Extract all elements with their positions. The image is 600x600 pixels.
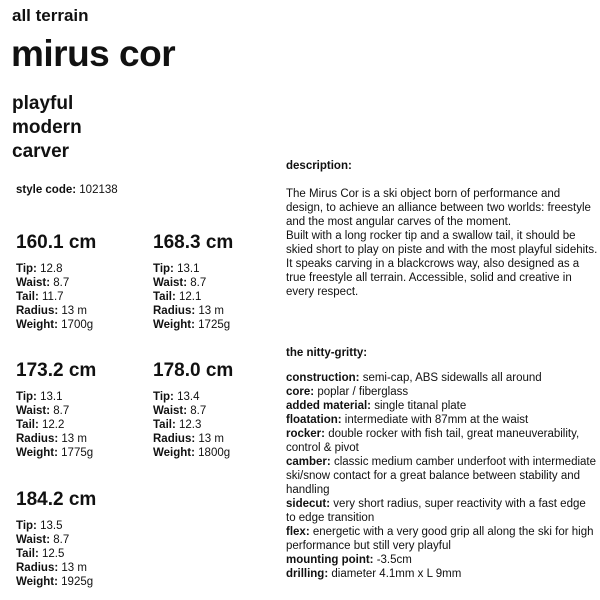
tip-label: Tip:: [16, 263, 37, 275]
spec-value: intermediate with 87mm at the waist: [344, 414, 529, 426]
spec-label: added material:: [286, 400, 371, 412]
waist-label: Waist:: [16, 405, 51, 417]
tip-row: [153, 262, 283, 276]
waist-value: 8.7: [190, 405, 207, 417]
size-block: [16, 489, 146, 589]
model-title: mirus cor: [11, 33, 176, 74]
tip-label: Tip:: [16, 391, 37, 403]
spec-label: drilling:: [286, 568, 329, 580]
tip-row: [16, 390, 146, 404]
tail-row: [16, 290, 146, 304]
spec-added-material: [286, 399, 598, 413]
spec-drilling: [286, 567, 598, 581]
waist-row: [153, 276, 283, 290]
spec-construction: [286, 371, 598, 385]
weight-label: Weight:: [16, 576, 58, 588]
weight-label: Weight:: [16, 319, 58, 331]
tail-row: [16, 547, 146, 561]
tail-row: [16, 418, 146, 432]
spec-flex: [286, 525, 598, 553]
spec-label: floatation:: [286, 414, 342, 426]
tip-label: Tip:: [16, 520, 37, 532]
tail-label: Tail:: [153, 419, 176, 431]
weight-row: [153, 318, 283, 332]
description-paragraph: Built with a long rocker tip and a swallow tail, it should be skied short to play on piste and with the most playful sidehits. It speaks carving in a blackcrows way, also designed as a true freestyle all terrain. Accessible, solid and creative in every respect.: [286, 230, 598, 298]
size-block: [153, 232, 283, 332]
tail-value: 12.3: [179, 419, 202, 431]
tip-label: Tip:: [153, 391, 174, 403]
radius-label: Radius:: [16, 562, 59, 574]
radius-label: Radius:: [16, 433, 59, 445]
tail-value: 11.7: [42, 291, 64, 303]
spec-rocker: [286, 427, 598, 455]
weight-row: [16, 446, 146, 460]
tail-row: [153, 418, 283, 432]
tagline-line: playful: [12, 93, 74, 114]
spec-label: flex:: [286, 526, 310, 538]
spec-value: double rocker with fish tail, great maneuverability, control & pivot: [286, 428, 580, 454]
radius-row: [16, 561, 146, 575]
spec-label: rocker:: [286, 428, 325, 440]
tagline-line: modern: [12, 117, 82, 138]
tip-row: [153, 390, 283, 404]
tip-row: [16, 519, 146, 533]
size-length: 160.1 cm: [16, 232, 97, 253]
spec-core: [286, 385, 598, 399]
radius-value: 13 m: [198, 433, 224, 445]
spec-value: -3.5cm: [376, 554, 412, 566]
style-code: [16, 184, 118, 196]
spec-value: energetic with a very good grip all along the ski for high performance but still very playful: [286, 526, 594, 552]
waist-label: Waist:: [16, 277, 51, 289]
radius-row: [153, 304, 283, 318]
tail-row: [153, 290, 283, 304]
tail-value: 12.1: [179, 291, 202, 303]
description-paragraph: The Mirus Cor is a ski object born of performance and design, to achieve an alliance between two worlds: freestyle and the most angular carves of the moment.: [286, 188, 591, 228]
spec-value: poplar / fiberglass: [317, 386, 409, 398]
waist-label: Waist:: [16, 534, 51, 546]
radius-value: 13 m: [61, 433, 87, 445]
weight-value: 1800g: [198, 447, 231, 459]
size-block: [153, 360, 283, 460]
waist-value: 8.7: [53, 277, 70, 289]
spec-label: construction:: [286, 372, 360, 384]
tip-value: 13.4: [177, 391, 200, 403]
spec-sidecut: [286, 497, 598, 525]
spec-floatation: [286, 413, 598, 427]
waist-label: Waist:: [153, 405, 188, 417]
tip-label: Tip:: [153, 263, 174, 275]
radius-row: [153, 432, 283, 446]
spec-label: core:: [286, 386, 315, 398]
spec-value: very short radius, super reactivity with a fast edge to edge transition: [286, 498, 586, 524]
waist-value: 8.7: [190, 277, 207, 289]
size-length: 173.2 cm: [16, 360, 97, 381]
weight-value: 1725g: [198, 319, 231, 331]
spec-label: mounting point:: [286, 554, 374, 566]
waist-label: Waist:: [153, 277, 188, 289]
spec-value: diameter 4.1mm x L 9mm: [331, 568, 462, 580]
weight-value: 1775g: [61, 447, 94, 459]
weight-label: Weight:: [153, 319, 195, 331]
tagline-line: carver: [12, 141, 70, 162]
spec-camber: [286, 455, 598, 497]
spec-value: semi-cap, ABS sidewalls all around: [362, 372, 542, 384]
radius-label: Radius:: [153, 305, 196, 317]
description-section: [286, 159, 598, 299]
spec-label: sidecut:: [286, 498, 331, 510]
radius-label: Radius:: [153, 433, 196, 445]
tip-value: 12.8: [40, 263, 63, 275]
waist-row: [16, 276, 146, 290]
waist-row: [16, 404, 146, 418]
spec-value: single titanal plate: [374, 400, 467, 412]
category-label: all terrain: [12, 6, 89, 25]
tail-label: Tail:: [16, 548, 39, 560]
radius-value: 13 m: [61, 305, 87, 317]
style-code-value: 102138: [79, 184, 118, 196]
radius-row: [16, 432, 146, 446]
tail-label: Tail:: [16, 291, 39, 303]
nitty-gritty-section: [286, 346, 598, 581]
spec-label: camber:: [286, 456, 331, 468]
weight-label: Weight:: [153, 447, 195, 459]
style-code-label: style code:: [16, 184, 77, 196]
weight-row: [16, 318, 146, 332]
size-block: [16, 232, 146, 332]
weight-label: Weight:: [16, 447, 58, 459]
tagline: [12, 92, 82, 164]
radius-label: Radius:: [16, 305, 59, 317]
description-heading: description:: [286, 160, 352, 172]
tail-value: 12.5: [42, 548, 65, 560]
spec-mounting-point: [286, 553, 598, 567]
waist-row: [16, 533, 146, 547]
radius-value: 13 m: [198, 305, 224, 317]
radius-value: 13 m: [61, 562, 87, 574]
nitty-gritty-heading: the nitty-gritty:: [286, 347, 368, 359]
weight-value: 1925g: [61, 576, 94, 588]
waist-value: 8.7: [53, 405, 70, 417]
tail-label: Tail:: [16, 419, 39, 431]
tip-value: 13.1: [177, 263, 200, 275]
size-length: 168.3 cm: [153, 232, 234, 253]
weight-row: [153, 446, 283, 460]
tail-value: 12.2: [42, 419, 65, 431]
size-length: 178.0 cm: [153, 360, 234, 381]
tip-row: [16, 262, 146, 276]
waist-row: [153, 404, 283, 418]
waist-value: 8.7: [53, 534, 70, 546]
weight-row: [16, 575, 146, 589]
tail-label: Tail:: [153, 291, 176, 303]
radius-row: [16, 304, 146, 318]
size-length: 184.2 cm: [16, 489, 97, 510]
weight-value: 1700g: [61, 319, 94, 331]
spec-value: classic medium camber underfoot with intermediate ski/snow contact for a great balance between stability and handling: [286, 456, 597, 496]
tip-value: 13.5: [40, 520, 63, 532]
tip-value: 13.1: [40, 391, 63, 403]
size-block: [16, 360, 146, 460]
